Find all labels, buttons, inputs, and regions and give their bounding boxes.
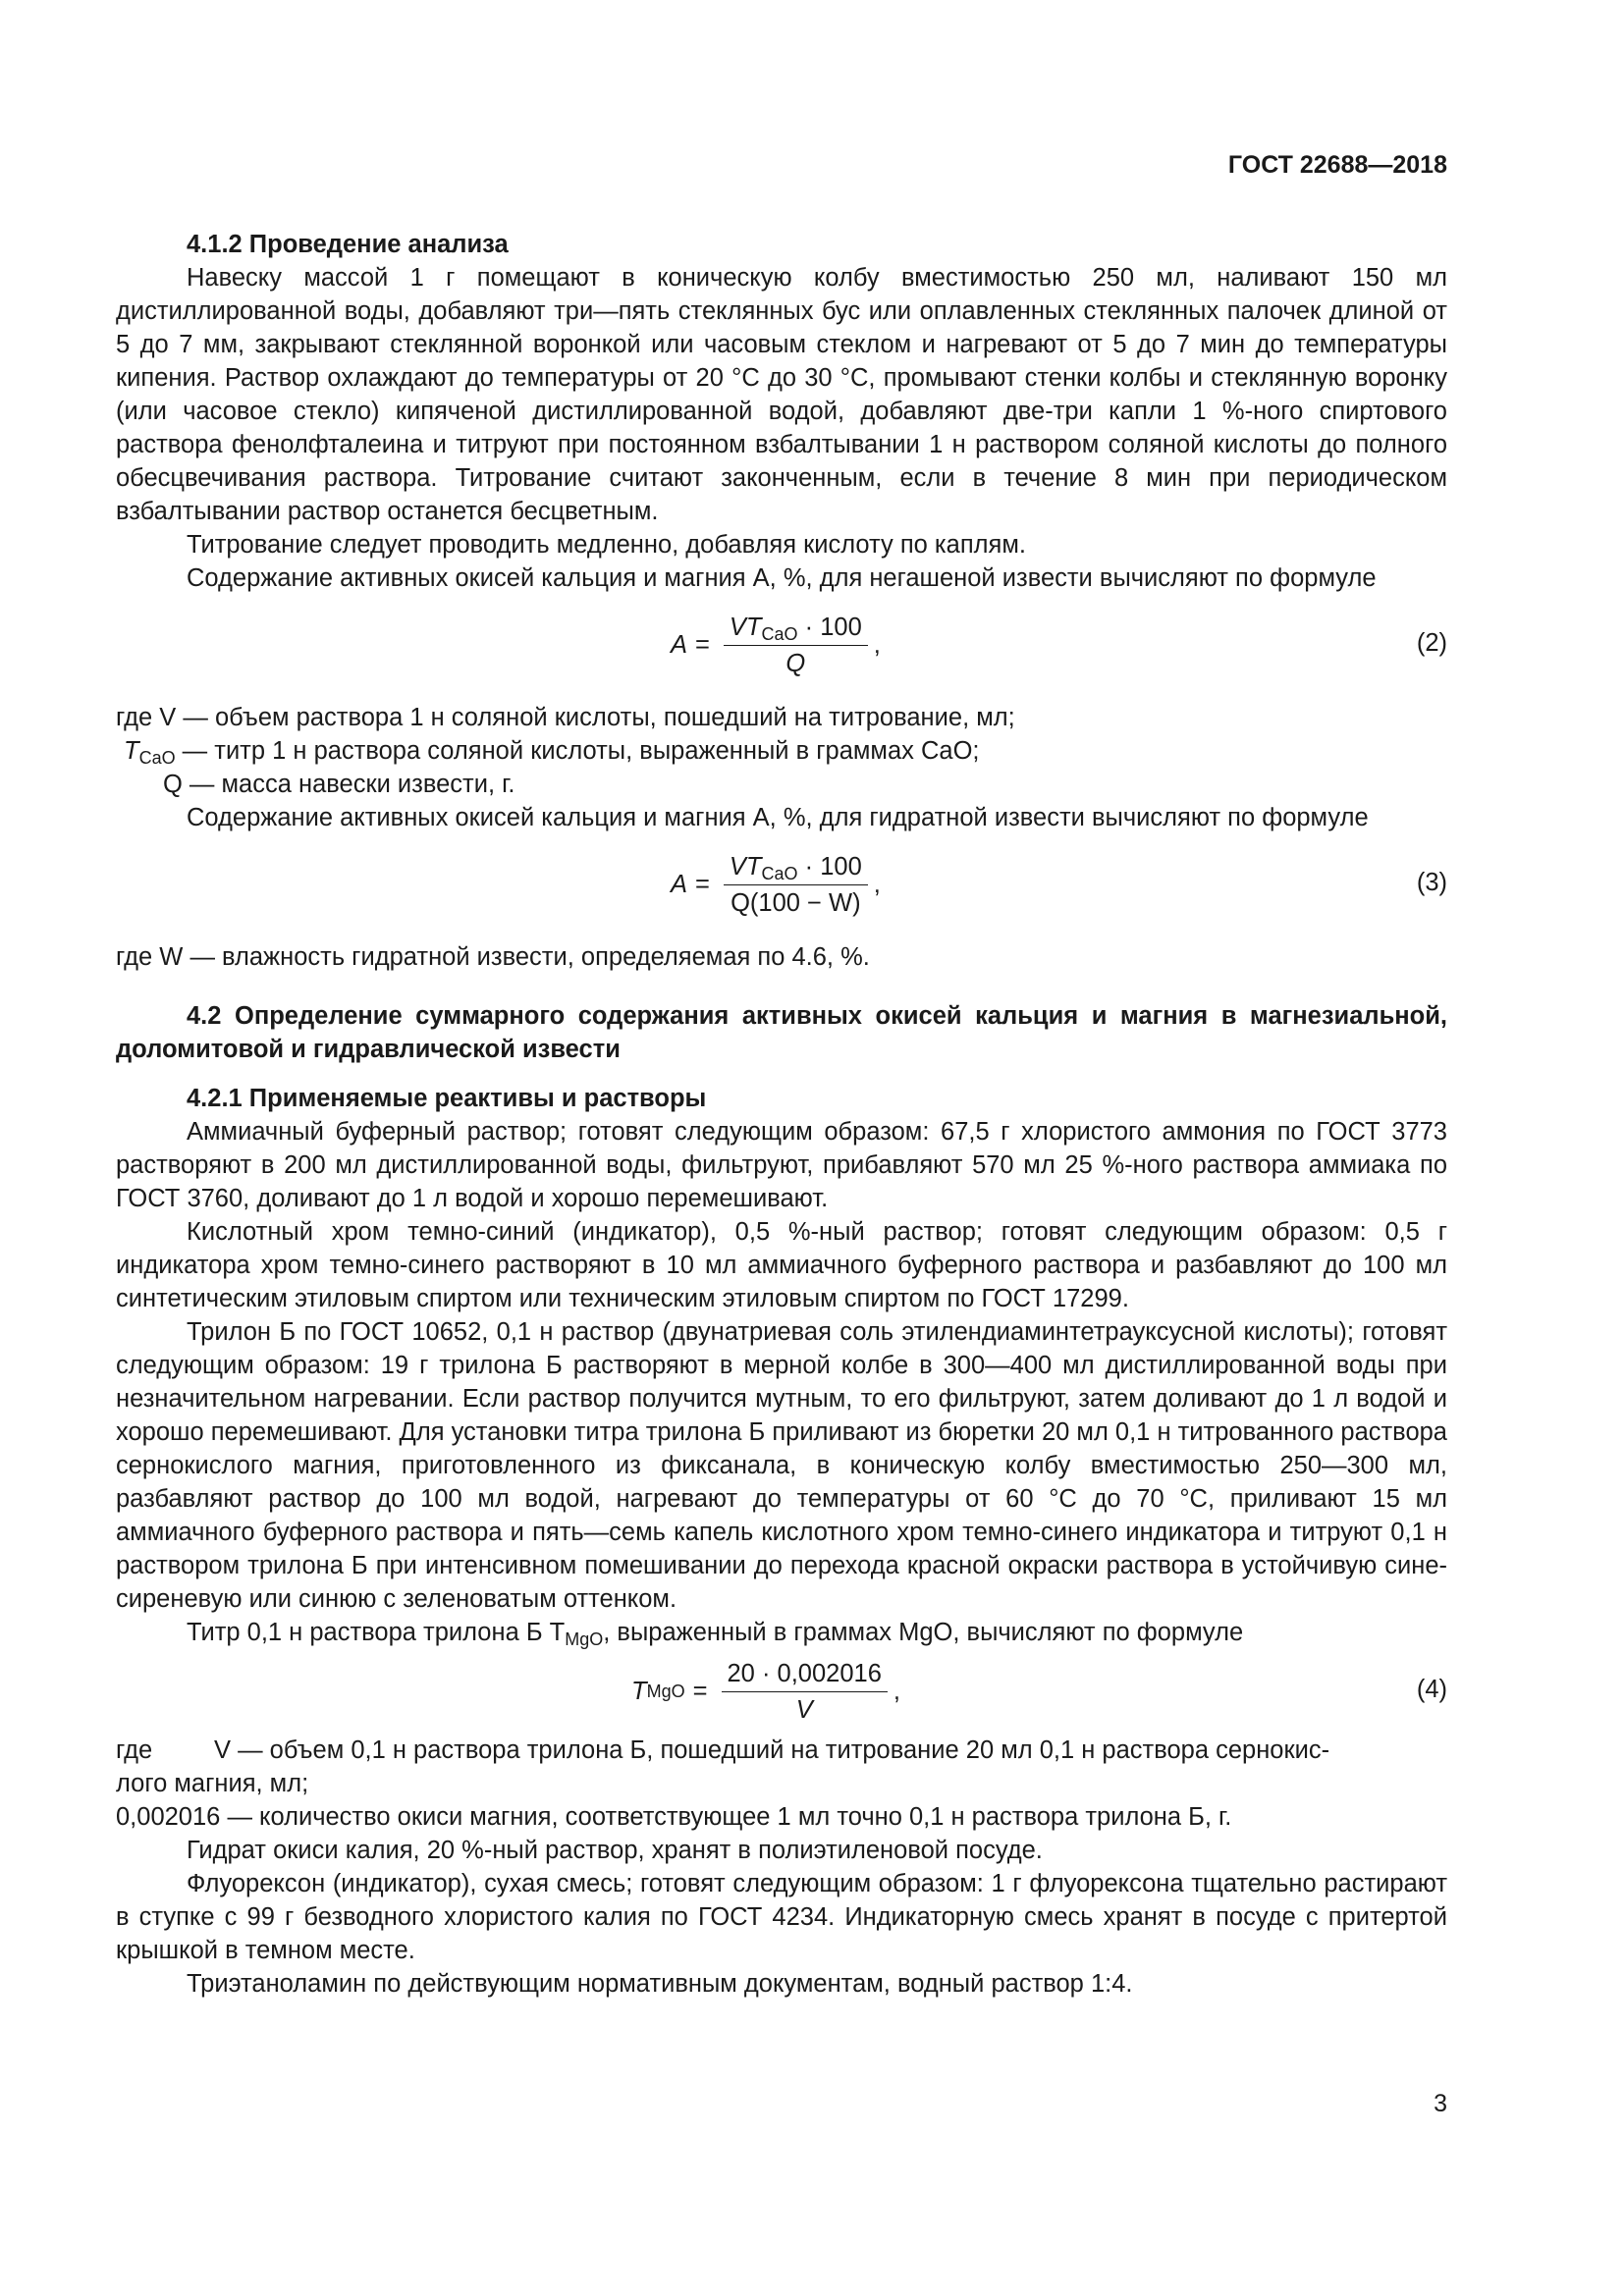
where2-t-sub: CaO xyxy=(138,748,176,768)
formula3-num-sub: CaO xyxy=(761,863,798,883)
where4-v xyxy=(116,1734,1447,1767)
formula2-num-sub: CaO xyxy=(761,623,798,644)
formula-4: T MgO = $\frac{20 \cdot 0,002016}{V}$ , (4) xyxy=(631,1659,1447,1724)
where3-w: где W — влажность гидратной извести, определяемая по 4.6, %. xyxy=(116,943,870,971)
formula3-num-rest: · 100 xyxy=(804,852,862,881)
paragraph-triethanolamine: Триэтаноламин по действующим нормативным документам, водный раствор 1:4. xyxy=(187,1970,1133,1998)
paragraph-koh: Гидрат окиси калия, 20 %-ный раствор, хранят в полиэтиленовой посуде. xyxy=(187,1837,1043,1864)
paragraph-formula4-intro xyxy=(116,1616,1447,1649)
formula3-numerator xyxy=(724,852,868,885)
where2-t-symbol: T xyxy=(124,737,139,765)
paragraph-analysis-procedure: Навеску массой 1 г помещают в коническую колбу вместимостью 250 мл, наливают 150 мл дистиллированной воды, добавляют три—пять стеклянных бус или оплавленных стеклянных палочек длиной от 5 до 7 мм, закрывают стеклянной воронкой или часовым стеклом и нагревают от 5 до 7 мин до температуры кипения. Раствор охлаждают до температуры от 20 °С до 30 °С, промывают стенки колбы и стеклянную воронку (или часовое стекло) кипяченой дистиллированной водой, добавляют две-три капли 1 %-ного спиртового раствора фенолфталеина и титруют при постоянном взбалтывании 1 н раствором соляной кислоты до полного обесцвечивания раствора. Титрование считают законченным, если в течение 8 мин при периодическом взбалтывании раствор останется бесцветным. xyxy=(116,264,1447,525)
paragraph-fluorexon: Флуорексон (индикатор), сухая смесь; готовят следующим образом: 1 г флуорексона тщательно растирают в ступке с 99 г безводного хлористого калия по ГОСТ 4234. Индикаторную смесь хранят в посуде с притертой крышкой в темном месте. xyxy=(116,1870,1447,1964)
formula2-lhs: A xyxy=(671,631,688,659)
formula2-num-rest: · 100 xyxy=(804,613,862,641)
p4-sub: MgO xyxy=(565,1629,604,1649)
formula-3 xyxy=(116,846,1447,933)
where4-label: где xyxy=(116,1736,153,1764)
formula3-lhs: A xyxy=(671,871,688,898)
paragraph-formula2-intro: Содержание активных окисей кальция и магния А, %, для негашеной извести вычисляют по формуле xyxy=(187,564,1377,592)
paragraph-chrome-indicator: Кислотный хром темно-синий (индикатор), 0,5 %-ный раствор; готовят следующим образом: 0,5 г индикатора хром темно-синего растворяют в 10 мл аммиачного буферного раствора и разбавляют до 100 мл синтетическим этиловым спиртом или техническим этиловым спиртом по ГОСТ 17299. xyxy=(116,1218,1447,1312)
paragraph-ammonia-buffer: Аммиачный буферный раствор; готовят следующим образом: 67,5 г хлористого аммония по ГОСТ 3773 растворяют в 200 мл дистиллированной воды, фильтруют, прибавляют 570 мл 25 %-ного раствора аммиака по ГОСТ 3760, доливают до 1 л водой и хорошо перемешивают. xyxy=(116,1118,1447,1212)
p4-post: , выраженный в граммах MgO, вычисляют по формуле xyxy=(603,1619,1244,1646)
document-body xyxy=(116,228,1447,2001)
formula4-lhs: T xyxy=(631,1678,647,1705)
formula2-fraction xyxy=(724,613,868,678)
formula3-fraction xyxy=(724,852,868,918)
formula2-comma: , xyxy=(873,631,881,659)
heading-4-1-2: 4.1.2 Проведение анализа xyxy=(187,231,509,258)
formula2-equals: = xyxy=(695,631,710,659)
where4-v-line1: V — объем 0,1 н раствора трилона Б, пошедший на титрование 20 мл 0,1 н раствора сернокис- xyxy=(214,1736,1330,1764)
heading-4-2-1: 4.2.1 Применяемые реактивы и растворы xyxy=(187,1085,707,1112)
formula2-denominator xyxy=(780,646,811,678)
paragraph-titration-note: Титрование следует проводить медленно, добавляя кислоту по каплям. xyxy=(187,531,1026,559)
formula3-equals: = xyxy=(695,871,710,898)
paragraph-trilon-b: Трилон Б по ГОСТ 10652, 0,1 н раствор (двунатриевая соль этилендиаминтетрауксусной кислоты); готовят следующим образом: 19 г трилона Б растворяют в мерной колбе в 300—400 мл дистиллированной воды при незначительном нагревании. Если раствор получится мутным, то его фильтруют, затем доливают до 1 л водой и хорошо перемешивают. Для установки титра трилона Б приливают из бюретки 20 мл 0,1 н титрованного раствора сернокислого магния, приготовленного из фиксанала, в коническую колбу вместимостью 250—300 мл, разбавляют раствор до 100 мл водой, нагревают до температуры от 60 °С до 70 °С, приливают 15 мл аммиачного буферного раствора и пять—семь капель кислотного хром темно-синего индикатора и титруют 0,1 н раствором трилона Б при интенсивном помешивании до перехода красной окраски раствора в устойчивую сине-сиреневую или синюю с зеленоватым оттенком. xyxy=(116,1318,1447,1613)
formula3-denominator: Q(100 − W) xyxy=(731,888,861,917)
page-number: 3 xyxy=(1434,2090,1447,2117)
heading-4-2: 4.2 Определение суммарного содержания активных окисей кальция и магния в магнезиальной, доломитовой и гидравлической извести xyxy=(116,1002,1447,1063)
paragraph-formula3-intro: Содержание активных окисей кальция и магния А, %, для гидратной извести вычисляют по формуле xyxy=(187,804,1369,831)
formula3-num-var: VT xyxy=(729,852,762,881)
formula2-num-var: VT xyxy=(729,613,762,641)
formula4-den-text: V xyxy=(795,1695,813,1724)
formula4-comma: , xyxy=(893,1678,900,1705)
formula4-numerator: 20 · 0,002016 xyxy=(722,1659,888,1692)
doc-code-header: ГОСТ 22688—2018 xyxy=(1227,151,1447,179)
formula4-equals: = xyxy=(692,1678,708,1705)
formula-2 xyxy=(116,607,1447,693)
where4-const: 0,002016 — количество окиси магния, соответствующее 1 мл точно 0,1 н раствора трилона Б, г. xyxy=(116,1803,1232,1831)
where2-t xyxy=(116,734,1447,768)
where2-q: Q — масса навески извести, г. xyxy=(163,771,515,798)
p4-pre: Титр 0,1 н раствора трилона Б Т xyxy=(187,1619,566,1646)
where4-v-line2: лого магния, мл; xyxy=(116,1770,309,1797)
formula3-number: (3) xyxy=(1416,869,1447,896)
formula4-number: (4) xyxy=(1416,1676,1447,1703)
formula2-numerator xyxy=(724,613,868,646)
formula4-denominator xyxy=(790,1692,819,1725)
formula4-fraction xyxy=(722,1659,888,1725)
formula2-number: (2) xyxy=(1416,629,1447,657)
formula3-comma: , xyxy=(873,871,881,898)
formula2-den-text: Q xyxy=(785,649,806,677)
where2-t-text: — титр 1 н раствора соляной кислоты, выраженный в граммах CaO; xyxy=(175,737,980,765)
where2-v: где V — объем раствора 1 н соляной кислоты, пошедший на титрование, мл; xyxy=(116,704,1015,731)
